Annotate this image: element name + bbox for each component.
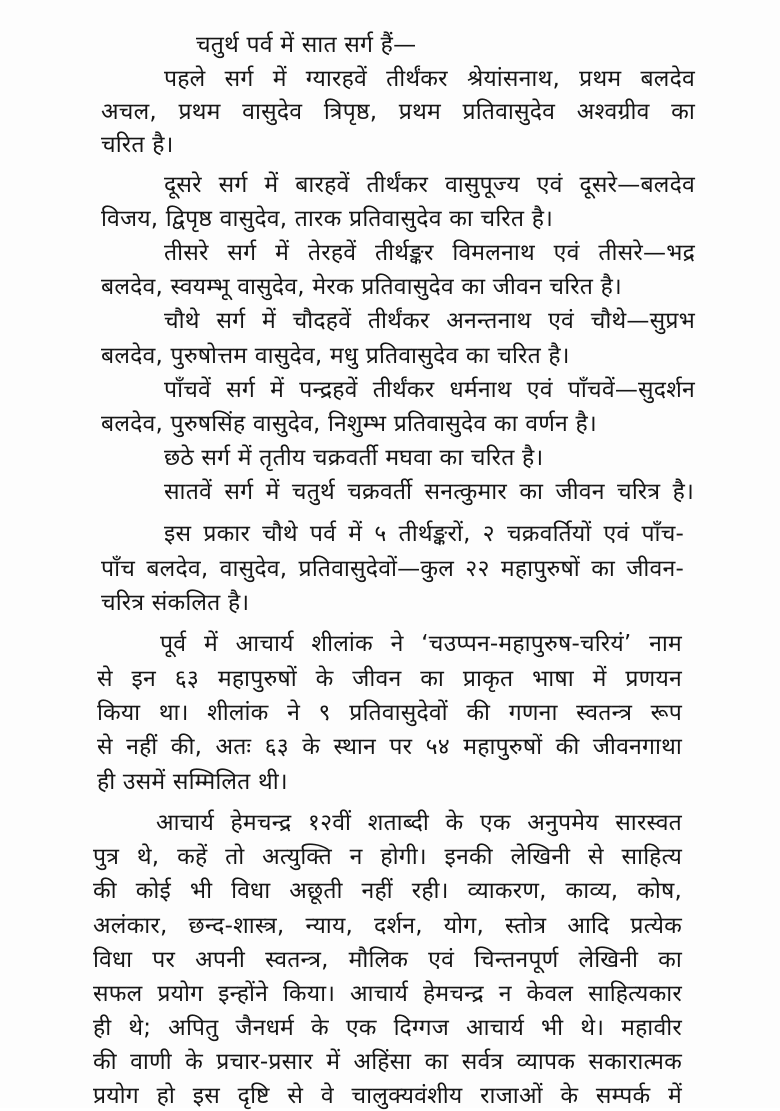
text-line: की कोई भी विधा अछूती नहीं रही। व्याकरण, काव्य, कोष, <box>93 878 682 904</box>
text-line: पुत्र थे, कहें तो अत्युक्ति न होगी। इनकी लेखिनी से साहित्य <box>93 844 682 870</box>
text-line: बलदेव, स्वयम्भू वासुदेव, मेरक प्रतिवासुदेव का जीवन चरित है। <box>101 274 622 300</box>
text-line: प्रयोग हो इस दृष्टि से वे चालुक्यवंशीय राजाओं के सम्पर्क में <box>93 1083 682 1109</box>
text-line: चौथे सर्ग में चौदहवें तीर्थंकर अनन्तनाथ एवं चौथे—सुप्रभ <box>164 308 695 334</box>
text-line: तीसरे सर्ग में तेरहवें तीर्थङ्कर विमलनाथ एवं तीसरे—भद्र <box>164 240 695 266</box>
text-line: चरित है। <box>101 132 174 158</box>
text-line: सफल प्रयोग इन्होंने किया। आचार्य हेमचन्द्र न केवल साहित्यकार <box>93 981 682 1007</box>
text-line: चरित्र संकलित है। <box>101 590 250 616</box>
text-line: विधा पर अपनी स्वतन्त्र, मौलिक एवं चिन्तनपूर्ण लेखिनी का <box>93 947 682 973</box>
text-line: सातवें सर्ग में चतुर्थ चक्रवर्ती सनत्कुमार का जीवन चरित्र है। <box>164 479 694 505</box>
text-line: की वाणी के प्रचार-प्रसार में अहिंसा का सर्वत्र व्यापक सकारात्मक <box>93 1049 682 1075</box>
text-line: पहले सर्ग में ग्यारहवें तीर्थंकर श्रेयांसनाथ, प्रथम बलदेव <box>164 66 695 92</box>
text-line: चतुर्थ पर्व में सात सर्ग हैं— <box>196 32 417 58</box>
text-line: से नहीं की, अतः ६३ के स्थान पर ५४ महापुरुषों की जीवनगाथा <box>97 734 682 760</box>
text-line: पूर्व में आचार्य शीलांक ने ‘चउप्पन-महापुरुष-चरियं’ नाम <box>160 631 682 657</box>
text-line: किया था। शीलांक ने ९ प्रतिवासुदेवों की गणना स्वतन्त्र रूप <box>97 700 682 726</box>
text-line: छठे सर्ग में तृतीय चक्रवर्ती मघवा का चरित है। <box>164 445 544 471</box>
text-line: से इन ६३ महापुरुषों के जीवन का प्राकृत भाषा में प्रणयन <box>97 666 682 692</box>
text-line: अचल, प्रथम वासुदेव त्रिपृष्ठ, प्रथम प्रतिवासुदेव अश्वग्रीव का <box>101 99 695 125</box>
text-line: आचार्य हेमचन्द्र १२वीं शताब्दी के एक अनुपमेय सारस्वत <box>156 810 682 836</box>
text-line: इस प्रकार चौथे पर्व में ५ तीर्थङ्करों, २ चक्रवर्तियों एवं पाँच- <box>164 521 684 547</box>
text-line: अलंकार, छन्द-शास्त्र, न्याय, दर्शन, योग, स्तोत्र आदि प्रत्येक <box>93 913 682 939</box>
text-line: दूसरे सर्ग में बारहवें तीर्थंकर वासुपूज्य एवं दूसरे—बलदेव <box>164 172 695 198</box>
text-line: पाँचवें सर्ग में पन्द्रहवें तीर्थंकर धर्मनाथ एवं पाँचवें—सुदर्शन <box>164 377 695 403</box>
text-line: पाँच बलदेव, वासुदेव, प्रतिवासुदेवों—कुल २२ महापुरुषों का जीवन- <box>101 556 684 582</box>
text-line: ही उसमें सम्मिलित थी। <box>97 769 288 795</box>
text-line: ही थे; अपितु जैनधर्म के एक दिग्गज आचार्य भी थे। महावीर <box>93 1015 682 1041</box>
text-line: बलदेव, पुरुषसिंह वासुदेव, निशुम्भ प्रतिवासुदेव का वर्णन है। <box>101 411 597 437</box>
text-line: विजय, द्विपृष्ठ वासुदेव, तारक प्रतिवासुदेव का चरित है। <box>101 206 554 232</box>
text-line: बलदेव, पुरुषोत्तम वासुदेव, मधु प्रतिवासुदेव का चरित है। <box>101 343 570 369</box>
